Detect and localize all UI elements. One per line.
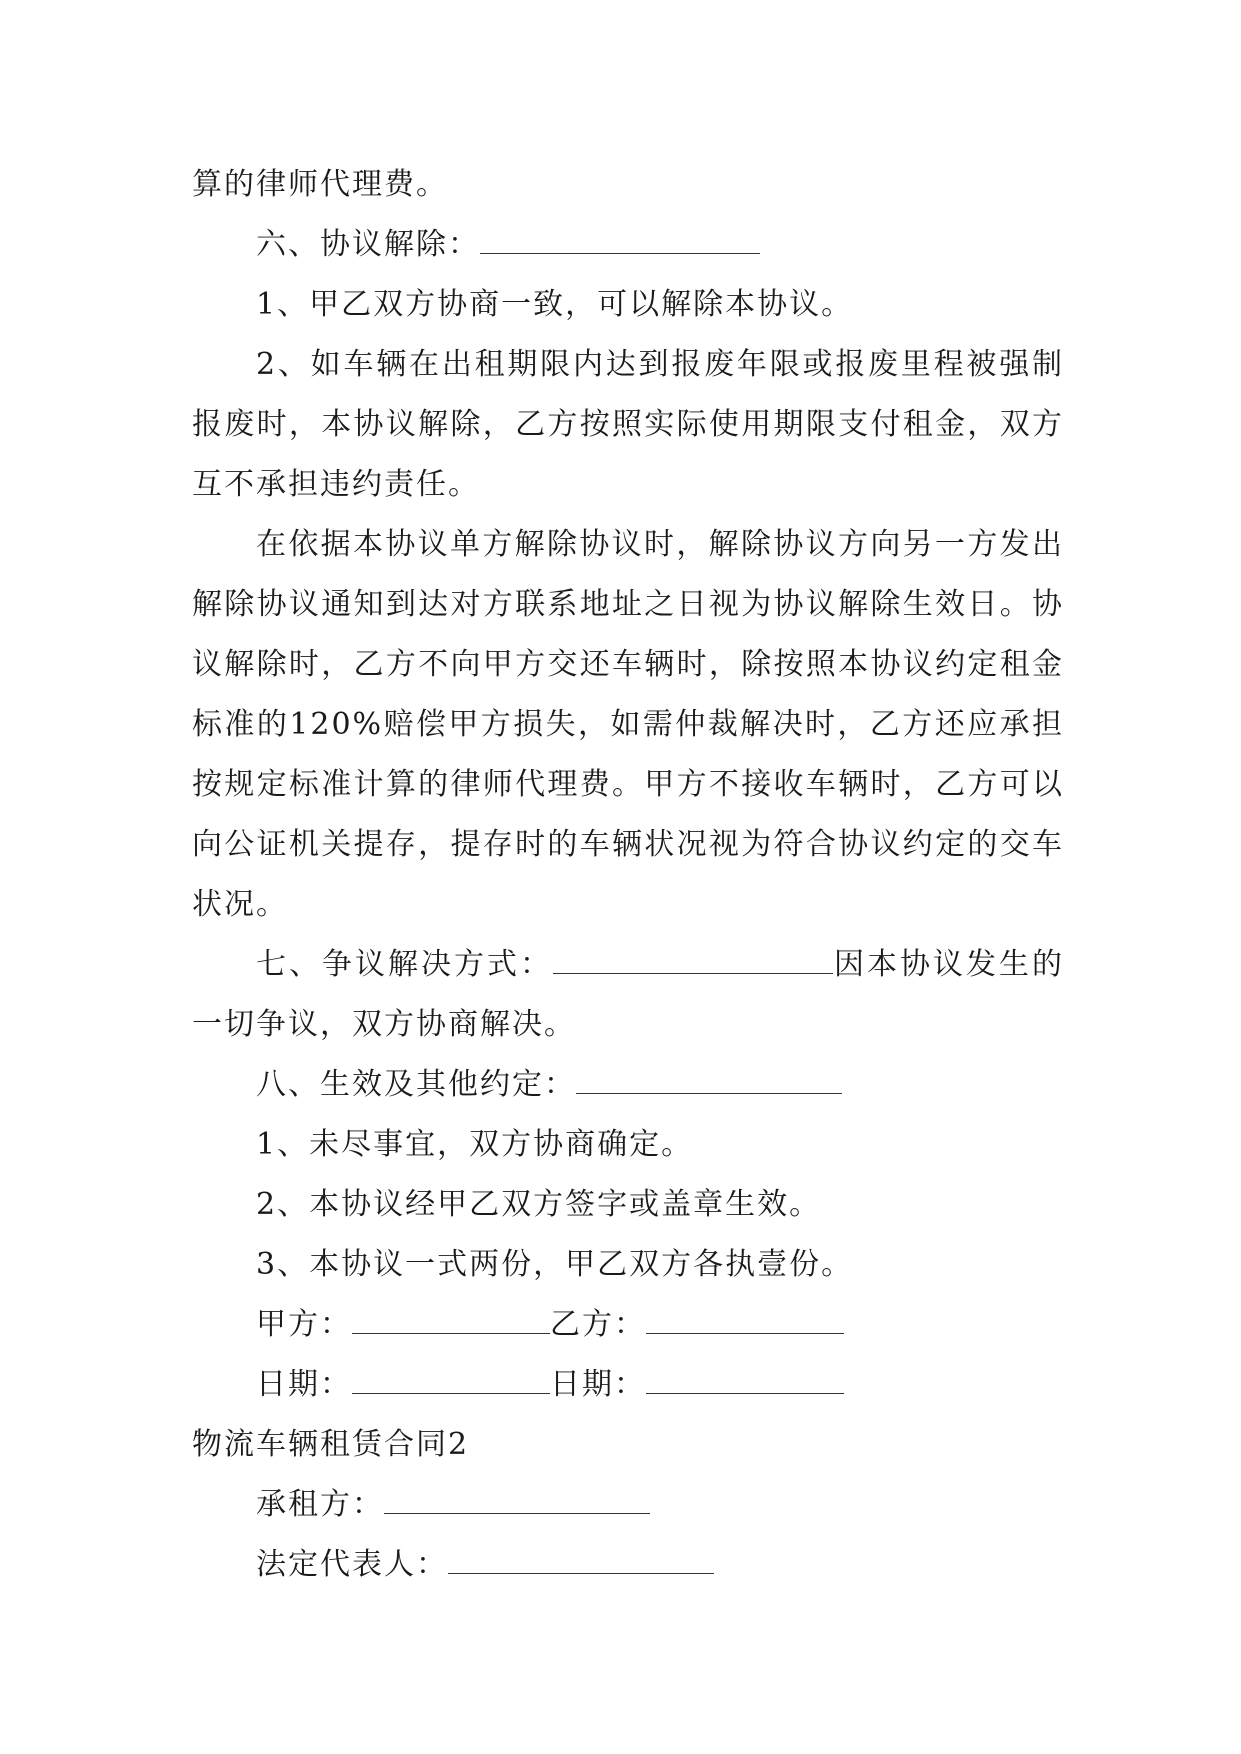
clause-8-2: 2、本协议经甲乙双方签字或盖章生效。 [256, 1187, 822, 1222]
section-8-blank[interactable] [576, 1067, 842, 1094]
section-6-heading [192, 215, 1064, 275]
section-7-text: 因本协议发生的一切争议，双方协商解决。 [192, 947, 1064, 1042]
clause-8-3: 3、本协议一式两份，甲乙双方各执壹份。 [256, 1247, 854, 1282]
lessee-row [192, 1475, 1064, 1535]
party-a-blank[interactable] [352, 1307, 550, 1334]
party-b-label: 乙方： [550, 1307, 646, 1342]
section-7-label: 七、争议解决方式： [256, 947, 553, 982]
signature-party-row [192, 1295, 1064, 1355]
document-body [192, 155, 1064, 1595]
paragraph-continuation: 算的律师代理费。 [192, 167, 448, 202]
signature-date-row [192, 1355, 1064, 1415]
date-a-blank[interactable] [352, 1367, 550, 1394]
section-6-blank[interactable] [480, 227, 760, 254]
section-8-heading [192, 1055, 1064, 1115]
party-a-label: 甲方： [256, 1307, 352, 1342]
section-7 [192, 935, 1064, 1055]
section-7-blank[interactable] [553, 947, 833, 974]
party-b-blank[interactable] [646, 1307, 844, 1334]
legal-rep-row [192, 1535, 1064, 1595]
date-b-blank[interactable] [646, 1367, 844, 1394]
lessee-label: 承租方： [256, 1487, 384, 1522]
lessee-blank[interactable] [384, 1487, 650, 1514]
clause-8-1: 1、未尽事宜，双方协商确定。 [256, 1127, 694, 1162]
section-6-label: 六、协议解除： [256, 227, 480, 262]
date-b-label: 日期： [550, 1367, 646, 1402]
clause-6-unilateral: 在依据本协议单方解除协议时，解除协议方向另一方发出解除协议通知到达对方联系地址之日视为协议解除生效日。协议解除时，乙方不向甲方交还车辆时，除按照本协议约定租金标准的120%赔偿甲方损失，如需仲裁解决时，乙方还应承担按规定标准计算的律师代理费。甲方不接收车辆时，乙方可以向公证机关提存，提存时的车辆状况视为符合协议约定的交车状况。 [192, 527, 1064, 922]
contract-2-title: 物流车辆租赁合同2 [192, 1427, 470, 1462]
legal-rep-label: 法定代表人： [256, 1547, 448, 1582]
clause-6-2: 2、如车辆在出租期限内达到报废年限或报废里程被强制报废时，本协议解除，乙方按照实际使用期限支付租金，双方互不承担违约责任。 [192, 347, 1064, 502]
date-a-label: 日期： [256, 1367, 352, 1402]
legal-rep-blank[interactable] [448, 1547, 714, 1574]
clause-6-1: 1、甲乙双方协商一致，可以解除本协议。 [256, 287, 854, 322]
section-8-label: 八、生效及其他约定： [256, 1067, 576, 1102]
